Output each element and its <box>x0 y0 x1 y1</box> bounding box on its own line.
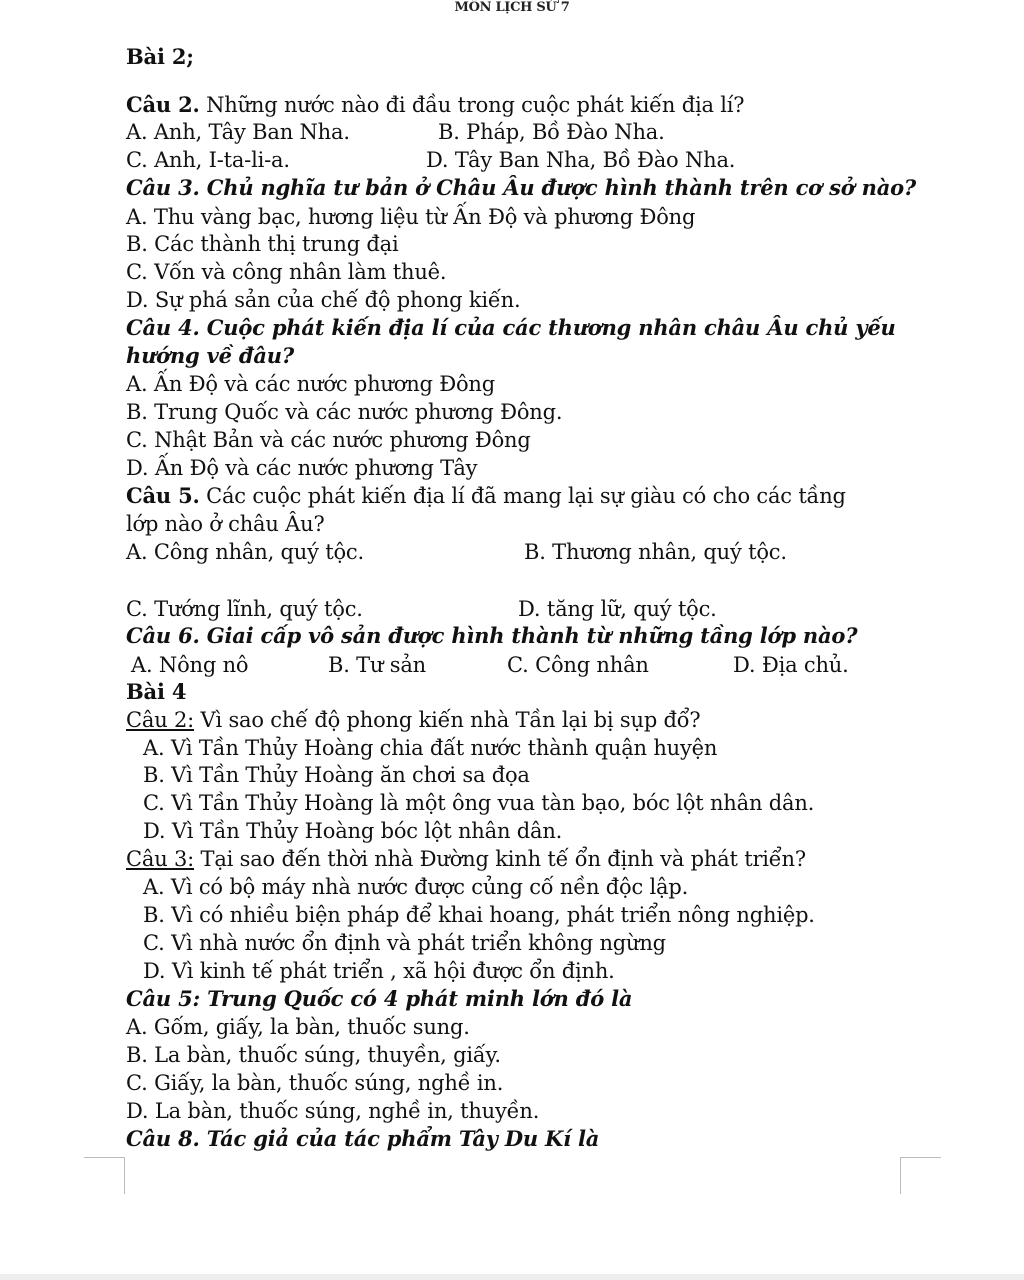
answer-option: A. Anh, Tây Ban Nha. <box>126 120 350 144</box>
answer-option: D. Ấn Độ và các nước phương Tây <box>126 456 478 480</box>
question-5: Câu 5: Trung Quốc có 4 phát minh lớn đó là <box>126 986 633 1011</box>
answer-option: C. Tướng lĩnh, quý tộc. <box>126 597 363 621</box>
answer-option: A. Vì Tần Thủy Hoàng chia đất nước thành quận huyện <box>143 736 718 760</box>
page-bottom-edge <box>0 1274 1024 1280</box>
answer-option: C. Nhật Bản và các nước phương Đông <box>126 428 531 452</box>
answer-option: B. Trung Quốc và các nước phương Đông. <box>126 400 563 424</box>
answer-option: B. Thương nhân, quý tộc. <box>524 540 787 564</box>
answer-option: C. Anh, I-ta-li-a. <box>126 148 290 172</box>
answer-option: B. La bàn, thuốc súng, thuyền, giấy. <box>126 1043 501 1067</box>
question-label: Câu 5. <box>126 483 200 508</box>
question-6: Câu 6. Giai cấp vô sản được hình thành từ những tầng lớp nào? <box>126 623 858 648</box>
answer-option: B. Các thành thị trung đại <box>126 232 399 256</box>
answer-option: B. Tư sản <box>328 653 427 677</box>
question-3: Câu 3. Chủ nghĩa tư bản ở Châu Âu được hình thành trên cơ sở nào? <box>126 175 917 200</box>
question-label: Câu 3: <box>126 847 195 871</box>
question-5-line-1 <box>126 483 846 509</box>
answer-option: D. La bàn, thuốc súng, nghề in, thuyền. <box>126 1099 540 1123</box>
answer-option: D. Vì kinh tế phát triển , xã hội được ổn định. <box>143 959 615 983</box>
question-5-line-2: lớp nào ở châu Âu? <box>126 512 325 536</box>
answer-option: B. Vì có nhiều biện pháp để khai hoang, phát triển nông nghiệp. <box>143 903 815 927</box>
answer-option: A. Nông nô <box>131 653 249 677</box>
question-8: Câu 8. Tác giả của tác phẩm Tây Du Kí là <box>126 1126 600 1151</box>
section-title-bai-4: Bài 4 <box>126 679 187 704</box>
question-text: Tại sao đến thời nhà Đường kinh tế ổn định và phát triển? <box>194 847 806 871</box>
answer-option: A. Ấn Độ và các nước phương Đông <box>126 372 495 396</box>
answer-option: B. Pháp, Bồ Đào Nha. <box>438 120 665 144</box>
answer-option: C. Vốn và công nhân làm thuê. <box>126 260 447 284</box>
page-corner-mark-left <box>84 1157 125 1194</box>
question-text: Vì sao chế độ phong kiến nhà Tần lại bị sụp đổ? <box>194 708 701 732</box>
answer-option: C. Công nhân <box>507 653 649 677</box>
answer-option: A. Thu vàng bạc, hương liệu từ Ấn Độ và phương Đông <box>126 205 696 229</box>
answer-option: C. Vì Tần Thủy Hoàng là một ông vua tàn bạo, bóc lột nhân dân. <box>143 791 815 815</box>
question-4-line-1: Câu 4. Cuộc phát kiến địa lí của các thương nhân châu Âu chủ yếu <box>126 315 896 340</box>
question-label: Câu 2. <box>126 92 200 117</box>
question-2 <box>126 92 744 118</box>
answer-option: B. Vì Tần Thủy Hoàng ăn chơi sa đọa <box>143 763 530 787</box>
question-2 <box>126 707 701 733</box>
question-text: Những nước nào đi đầu trong cuộc phát kiến địa lí? <box>199 93 745 117</box>
page-corner-mark-right <box>900 1157 941 1194</box>
answer-option: A. Vì có bộ máy nhà nước được củng cố nền độc lập. <box>143 875 689 899</box>
answer-option: D. tăng lữ, quý tộc. <box>518 597 717 621</box>
question-text: Các cuộc phát kiến địa lí đã mang lại sự giàu có cho các tầng <box>199 484 846 508</box>
answer-option: A. Gốm, giấy, la bàn, thuốc sung. <box>126 1015 470 1039</box>
answer-option: D. Địa chủ. <box>733 653 849 677</box>
answer-option: A. Công nhân, quý tộc. <box>126 540 364 564</box>
question-label: Câu 2: <box>126 708 195 732</box>
answer-option: D. Tây Ban Nha, Bồ Đào Nha. <box>426 148 736 172</box>
answer-option: D. Vì Tần Thủy Hoàng bóc lột nhân dân. <box>143 819 563 843</box>
answer-option: C. Vì nhà nước ổn định và phát triển không ngừng <box>143 931 666 955</box>
section-title-bai-2: Bài 2; <box>126 44 194 69</box>
question-4-line-2: hướng về đâu? <box>126 343 294 368</box>
answer-option: C. Giấy, la bàn, thuốc súng, nghề in. <box>126 1071 504 1095</box>
question-3 <box>126 846 806 872</box>
page-header: MÔN LỊCH SỬ 7 <box>454 0 570 15</box>
answer-option: D. Sự phá sản của chế độ phong kiến. <box>126 288 521 312</box>
